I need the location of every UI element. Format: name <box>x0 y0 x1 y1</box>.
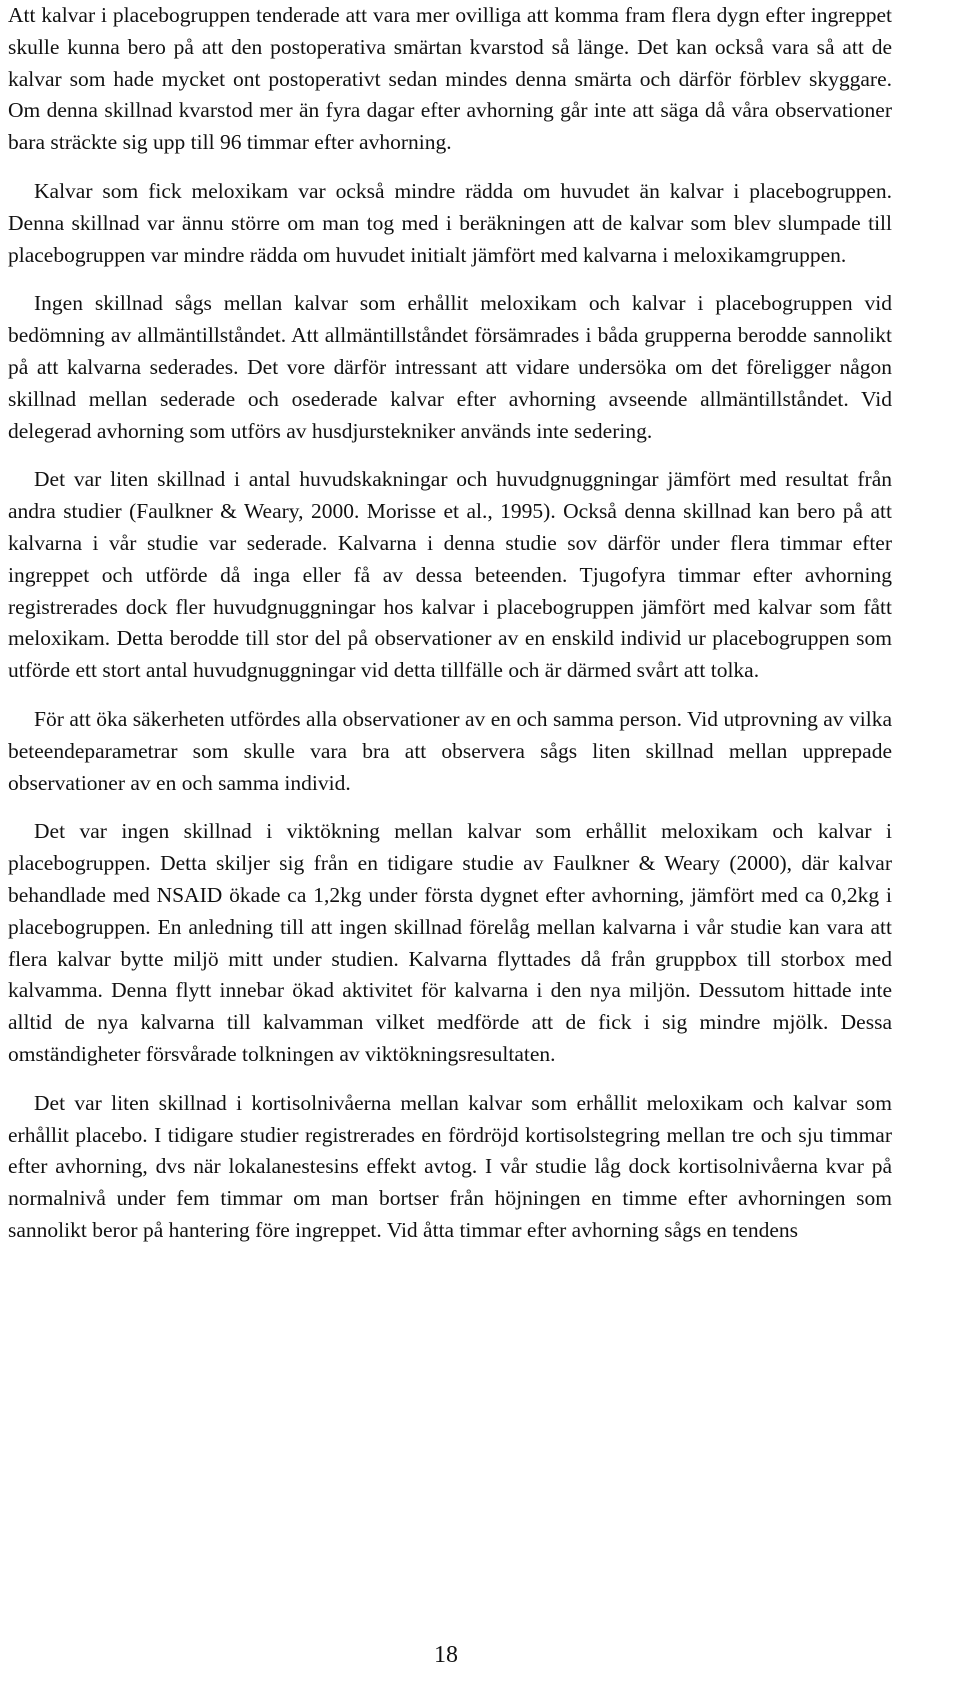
paragraph-head-shaking: Det var liten skillnad i antal huvudskakningar och huvudgnuggningar jämfört med resultat från andra studier (Faulkner & Weary, 2000. Morisse et al., 1995). Också denna skillnad kan bero på att kalvarna i vår studie var sederade. Kalvarna i denna studie sov därför under flera timmar efter ingreppet och utförde då inga eller få av dessa beteenden. Tjugofyra timmar efter avhorning registrerades dock fler huvudgnuggningar hos kalvar i placebogruppen jämfört med kalvar som fått meloxikam. Detta berodde till stor del på observationer av en enskild individ ur placebogruppen som utförde ett stort antal huvudgnuggningar vid detta tillfälle och är därmed svårt att tolka. <box>8 467 892 683</box>
paragraph-weight-gain: Det var ingen skillnad i viktökning mellan kalvar som erhållit meloxikam och kalvar i placebogruppen. Detta skiljer sig från en tidigare studie av Faulkner & Weary (2000), där kalvar behandlade med NSAID ökade ca 1,2kg under första dygnet efter avhorning, jämfört med ca 0,2kg i placebogruppen. En anledning till att ingen skillnad förelåg mellan kalvarna i vår studie kan vara att flera kalvar bytte miljö mitt under studien. Kalvarna flyttades då från gruppbox till storbox med kalvamma. Denna flytt innebar ökad aktivitet för kalvarna i den nya miljön. Dessutom hittade inte alltid de nya kalvarna till kalvamman vilket medförde att de fick i sig mindre mjölk. Dessa omständigheter försvårade tolkningen av viktökningsresultaten. <box>8 819 892 1066</box>
paragraph-general-condition: Ingen skillnad sågs mellan kalvar som erhållit meloxikam och kalvar i placebogruppen vid bedömning av allmäntillståndet. Att allmäntillståndet försämrades i båda grupperna berodde sannolikt på att kalvarna sederades. Det vore därför intressant att vidare undersöka om det föreligger någon skillnad mellan sederade och osederade kalvar efter avhorning avseende allmäntillståndet. Vid delegerad avhorning som utförs av husdjurstekniker används inte sedering. <box>8 291 892 443</box>
page-number: 18 <box>434 1642 458 1668</box>
paragraph-cortisol: Det var liten skillnad i kortisolnivåerna mellan kalvar som erhållit meloxikam och kalvar som erhållit placebo. I tidigare studier registrerades en fördröjd kortisolstegring mellan tre och sju timmar efter avhorning, dvs när lokalanestesins effekt avtog. I vår studie låg dock kortisolnivåerna kvar på normalnivå under fem timmar om man bortser från höjningen en timme efter avhorningen som sannolikt beror på hantering före ingreppet. Vid åtta timmar efter avhorning sågs en tendens <box>8 1090 892 1242</box>
paragraph-head-sensitivity: Kalvar som fick meloxikam var också mindre rädda om huvudet än kalvar i placebogruppen. Denna skillnad var ännu större om man tog med i beräkningen att de kalvar som blev slumpade till placebogruppen var mindre rädda om huvudet initialt jämfört med kalvarna i meloxikamgruppen. <box>8 178 892 267</box>
document-page <box>8 0 892 1247</box>
paragraph-observer-reliability: För att öka säkerheten utfördes alla observationer av en och samma person. Vid utprovning av vilka beteendeparametrar som skulle vara bra att observera sågs liten skillnad mellan upprepade observationer av en och samma individ. <box>8 706 892 795</box>
paragraph-placebo-reluctance: Att kalvar i placebogruppen tenderade att vara mer ovilliga att komma fram flera dygn efter ingreppet skulle kunna bero på att den postoperativa smärtan kvarstod så länge. Det kan också vara så att de kalvar som hade mycket ont postoperativt sedan mindes denna smärta och därför förblev skyggare. Om denna skillnad kvarstod mer än fyra dagar efter avhorning går inte att säga då våra observationer bara sträckte sig upp till 96 timmar efter avhorning. <box>8 3 892 155</box>
